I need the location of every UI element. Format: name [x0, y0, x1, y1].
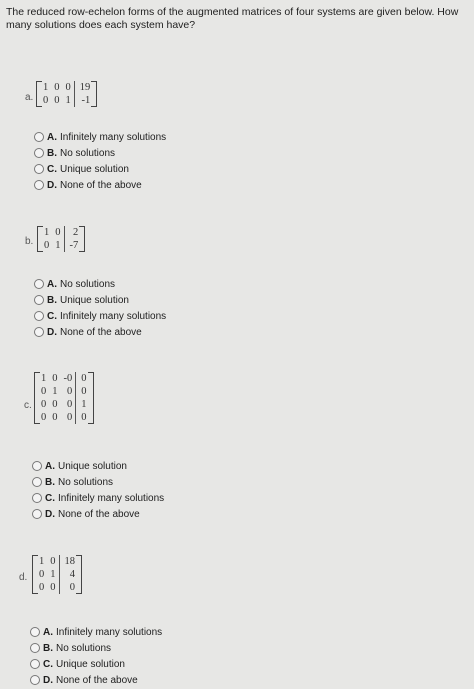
- radio-button[interactable]: [30, 675, 40, 685]
- matrix-cell: 1: [55, 240, 61, 251]
- option-text: Unique solution: [58, 460, 127, 472]
- answer-option[interactable]: [34, 324, 166, 340]
- matrix-row: [38, 398, 90, 411]
- option-text: No solutions: [60, 147, 116, 159]
- matrix-cell: 0: [41, 399, 47, 410]
- matrix-cell: 0: [54, 82, 60, 93]
- matrix-cell: 0: [39, 582, 45, 593]
- matrix-cell: 1: [76, 398, 90, 411]
- matrix-cell: 0: [44, 240, 50, 251]
- matrix-cell: 0: [67, 386, 73, 397]
- option-text: No solutions: [60, 278, 116, 290]
- part-b-label: b.: [25, 236, 34, 247]
- right-bracket: [91, 81, 97, 107]
- option-text: Infinitely many solutions: [60, 310, 167, 322]
- matrix-cell: 1: [52, 386, 58, 397]
- option-text: Infinitely many solutions: [60, 131, 167, 143]
- option-text: Unique solution: [60, 163, 129, 175]
- part-a-label: a.: [25, 92, 34, 103]
- radio-button[interactable]: [34, 148, 44, 158]
- matrix-cell: 2: [64, 226, 81, 239]
- option-letter: C.: [47, 163, 57, 175]
- matrix-cell: 0: [41, 386, 47, 397]
- matrix-cell: -7: [64, 239, 81, 252]
- matrix-cell: 0: [65, 82, 71, 93]
- matrix-cell: 1: [41, 373, 47, 384]
- radio-button[interactable]: [34, 295, 44, 305]
- matrix-cell: 0: [59, 581, 78, 594]
- matrix-row: [40, 94, 93, 107]
- option-letter: A.: [47, 278, 57, 290]
- right-bracket: [79, 226, 85, 252]
- matrix-row: [41, 226, 81, 239]
- option-text: Infinitely many solutions: [56, 626, 163, 638]
- radio-button[interactable]: [32, 509, 42, 519]
- matrix-cell: 0: [55, 227, 61, 238]
- matrix-cell: 19: [74, 81, 93, 94]
- option-text: Unique solution: [56, 658, 125, 670]
- matrix-cell: 0: [67, 399, 73, 410]
- answer-option[interactable]: [34, 292, 166, 308]
- answer-option[interactable]: [32, 506, 164, 522]
- option-text: None of the above: [60, 179, 142, 191]
- option-text: No solutions: [56, 642, 112, 654]
- radio-button[interactable]: [30, 659, 40, 669]
- matrix-cell: 0: [76, 372, 90, 385]
- left-bracket: [36, 81, 42, 107]
- option-text: None of the above: [58, 508, 140, 520]
- option-letter: C.: [43, 658, 53, 670]
- answer-option[interactable]: [32, 458, 164, 474]
- answer-option[interactable]: [34, 276, 166, 292]
- matrix-cell: 4: [59, 568, 78, 581]
- matrix-cell: 0: [52, 412, 58, 423]
- matrix-cell: 0: [39, 569, 45, 580]
- matrix-row: [36, 568, 78, 581]
- matrix-cell: 1: [39, 556, 45, 567]
- radio-button[interactable]: [34, 279, 44, 289]
- matrix-row: [38, 411, 90, 424]
- matrix-row: [36, 581, 78, 594]
- answer-option[interactable]: [30, 640, 162, 656]
- radio-button[interactable]: [32, 461, 42, 471]
- radio-button[interactable]: [34, 311, 44, 321]
- left-bracket: [37, 226, 43, 252]
- option-letter: A.: [45, 460, 55, 472]
- left-bracket: [32, 555, 38, 594]
- options-c: [32, 458, 164, 522]
- matrix-cell: 1: [43, 82, 49, 93]
- matrix-row: [40, 81, 93, 94]
- radio-button[interactable]: [32, 493, 42, 503]
- matrix-cell: 0: [52, 373, 58, 384]
- matrix-row: [36, 555, 78, 568]
- options-a: [34, 129, 166, 193]
- radio-button[interactable]: [34, 327, 44, 337]
- option-letter: C.: [47, 310, 57, 322]
- part-c-label: c.: [24, 400, 32, 411]
- option-letter: A.: [43, 626, 53, 638]
- matrix-cell: 1: [50, 569, 56, 580]
- matrix-cell: 18: [59, 555, 78, 568]
- matrix-cell: 0: [43, 95, 49, 106]
- option-letter: B.: [45, 476, 55, 488]
- radio-button[interactable]: [30, 627, 40, 637]
- matrix-cell: 0: [50, 556, 56, 567]
- matrix-cell: 0: [76, 385, 90, 398]
- matrix-cell: 0: [41, 412, 47, 423]
- option-text: No solutions: [58, 476, 114, 488]
- matrix-cell: 0: [76, 411, 90, 424]
- option-letter: B.: [47, 147, 57, 159]
- answer-option[interactable]: [34, 145, 166, 161]
- option-letter: D.: [47, 179, 57, 191]
- right-bracket: [76, 555, 82, 594]
- matrix-cell: -0: [63, 373, 73, 384]
- matrix-c: [38, 372, 90, 424]
- option-letter: C.: [45, 492, 55, 504]
- answer-option[interactable]: [34, 308, 166, 324]
- option-letter: D.: [47, 326, 57, 338]
- matrix-a: [40, 81, 93, 107]
- answer-option[interactable]: [34, 177, 166, 193]
- matrix-cell: 0: [50, 582, 56, 593]
- answer-option[interactable]: [30, 624, 162, 640]
- answer-option[interactable]: [32, 474, 164, 490]
- left-bracket: [34, 372, 40, 424]
- radio-button[interactable]: [34, 164, 44, 174]
- option-text: None of the above: [56, 674, 138, 686]
- radio-button[interactable]: [34, 132, 44, 142]
- answer-option[interactable]: [30, 656, 162, 672]
- option-letter: D.: [45, 508, 55, 520]
- option-letter: A.: [47, 131, 57, 143]
- radio-button[interactable]: [32, 477, 42, 487]
- matrix-cell: -1: [74, 94, 93, 107]
- option-letter: B.: [47, 294, 57, 306]
- right-bracket: [88, 372, 94, 424]
- part-d-label: d.: [19, 572, 28, 583]
- option-text: Infinitely many solutions: [58, 492, 165, 504]
- matrix-cell: 1: [65, 95, 71, 106]
- question-text: The reduced row-echelon forms of the augmented matrices of four systems are given below. How many solutions does each system have?: [6, 6, 459, 31]
- matrix-cell: 0: [54, 95, 60, 106]
- option-letter: D.: [43, 674, 53, 686]
- matrix-row: [41, 239, 81, 252]
- option-text: None of the above: [60, 326, 142, 338]
- radio-button[interactable]: [34, 180, 44, 190]
- matrix-row: [38, 372, 90, 385]
- options-b: [34, 276, 166, 340]
- matrix-d: [36, 555, 78, 594]
- answer-option[interactable]: [32, 490, 164, 506]
- matrix-cell: 1: [44, 227, 50, 238]
- radio-button[interactable]: [30, 643, 40, 653]
- option-text: Unique solution: [60, 294, 129, 306]
- matrix-cell: 0: [52, 399, 58, 410]
- matrix-row: [38, 385, 90, 398]
- options-d: [30, 624, 162, 688]
- answer-option[interactable]: [34, 161, 166, 177]
- option-letter: B.: [43, 642, 53, 654]
- answer-option[interactable]: [34, 129, 166, 145]
- matrix-b: [41, 226, 81, 252]
- answer-option[interactable]: [30, 672, 162, 688]
- matrix-cell: 0: [67, 412, 73, 423]
